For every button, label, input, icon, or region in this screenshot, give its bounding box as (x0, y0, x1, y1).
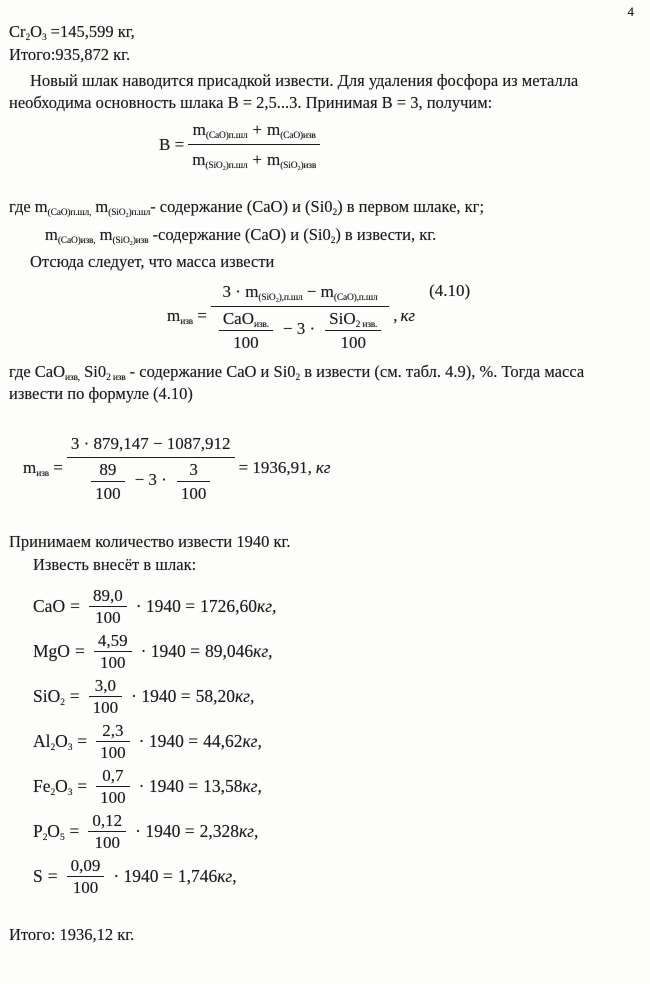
chem-text: m (95, 225, 113, 244)
lime-mass-formula (167, 279, 630, 353)
addition-equation-al2o3 (33, 719, 630, 764)
percent-fraction (89, 676, 123, 717)
hundred-denominator: 100 (72, 878, 99, 897)
chem-text: где CaO (9, 362, 66, 381)
chem-subscript: 2 (50, 788, 56, 798)
chem-text: MgO (33, 641, 70, 661)
chem-text: ) в извести, кг. (335, 225, 437, 244)
chem-text: O (30, 22, 42, 41)
chem-text: - содержание (CaO) и (Si0 (150, 197, 333, 216)
where-clause-1 (9, 193, 630, 221)
plus-sign: + (252, 120, 262, 139)
hundred-denominator: 100 (100, 743, 126, 762)
mass-subscript: (SiO₂)п.шл (205, 161, 248, 171)
result-value: 89,046 (205, 641, 254, 661)
chem-text: O (55, 776, 68, 796)
hundred-denominator: 100 (95, 608, 121, 627)
cao-percent-fraction (219, 308, 273, 353)
species-label (33, 821, 65, 842)
chem-subscript: 2 (25, 33, 31, 43)
sio2-subscript: 2 изв. (355, 320, 378, 330)
chem-text: в извести (см. табл. 4.9), %. Тогда масса (300, 362, 585, 381)
chem-text: где m (9, 197, 48, 216)
chem-subscript: изв, (65, 373, 80, 383)
mass-symbol: m (192, 120, 206, 139)
equals-sign: = (69, 821, 80, 841)
fraction-numerator: 3 (177, 459, 211, 482)
hundred-denominator: 100 (92, 698, 119, 717)
where-clause-2 (45, 221, 630, 249)
chem-subscript: 3 (67, 743, 73, 753)
fraction-numerator: 89 (91, 459, 125, 482)
addition-equation-mgo (33, 629, 630, 674)
kg-unit: кг (315, 457, 331, 477)
calc-denominator (67, 458, 235, 504)
chem-subscript: 2 (332, 208, 338, 218)
sio2-percent-numerator (325, 308, 381, 331)
chem-subscript: 2 (295, 373, 301, 383)
kg-unit: кг (400, 306, 416, 325)
lime-mass-lhs (167, 306, 207, 326)
where-clause-3-line1 (9, 362, 584, 381)
multiplier-term: · 1940 = (135, 821, 195, 841)
multiplier-term: · 1940 = (138, 731, 199, 751)
basicity-numerator (188, 116, 320, 145)
equals-sign: = (70, 596, 80, 616)
chem-text: S (33, 866, 43, 886)
basicity-formula (159, 116, 630, 173)
result-value: 58,20 (195, 686, 235, 706)
lime-additions-list (33, 584, 630, 899)
sio2-symbol: SiO (329, 309, 356, 328)
calc-den-fraction-1 (91, 459, 125, 504)
percent-fraction (89, 586, 127, 627)
calc-lhs (23, 458, 63, 478)
result-value: 1726,60 (200, 596, 258, 616)
chem-text: Si0 (79, 362, 107, 381)
numerator-term: 3 · m (222, 282, 259, 301)
percent-fraction (96, 766, 130, 807)
result-value: 44,62 (203, 731, 243, 751)
percent-value: 89,0 (89, 586, 127, 607)
kg-unit: кг, (238, 821, 259, 841)
percent-fraction (88, 811, 126, 852)
lime-mass-numerator (211, 279, 389, 307)
species-label (33, 686, 65, 707)
calc-den-fraction-2 (177, 459, 211, 504)
chem-text: - содержание CaO и Si0 (125, 362, 296, 381)
chem-text: -содержание (CaO) и (Si0 (148, 225, 331, 244)
equals-sign: = (77, 731, 88, 751)
species-label (33, 731, 72, 752)
multiplier-term: · 1940 = (131, 686, 191, 706)
percent-value: 3,0 (89, 676, 123, 697)
chem-subscript: 2 (60, 698, 65, 708)
percent-value: 0,12 (88, 811, 126, 832)
chem-text: Fe (33, 776, 51, 796)
kg-unit: кг, (235, 686, 255, 706)
hundred-denominator: 100 (340, 333, 366, 352)
chem-text: ) в первом шлаке, кг; (337, 197, 485, 216)
percent-value: 0,7 (96, 766, 130, 787)
kg-unit: кг, (257, 596, 277, 616)
accept-quantity-paragraph: Принимаем количество извести 1940 кг. (9, 532, 291, 551)
mass-subscript: изв (180, 317, 193, 327)
mass-symbol: m (266, 150, 281, 169)
mass-intro-paragraph: Отсюда следует, что масса извести (30, 252, 275, 271)
addition-equation-sio2 (33, 674, 630, 719)
chem-subscript: (CaO)п.шл, (47, 208, 92, 218)
percent-fraction (94, 631, 132, 672)
sio2-percent-fraction (325, 308, 381, 353)
hundred-denominator: 100 (99, 653, 126, 672)
equation-number: (4.10) (429, 281, 471, 300)
hundred-denominator: 100 (180, 484, 207, 503)
mass-subscript: изв (36, 468, 49, 479)
chem-text: CaO (33, 596, 66, 616)
hundred-denominator: 100 (94, 833, 120, 852)
multiplier-term: · 1940 = (138, 776, 199, 796)
chem-text: O (47, 821, 60, 841)
multiplier-term: · 1940 = (140, 641, 201, 661)
percent-fraction (67, 856, 105, 897)
result-value: 1,746 (177, 866, 218, 886)
mass-subscript: (CаO)изв (280, 131, 316, 141)
mass-symbol: m (192, 150, 206, 169)
basicity-lhs (159, 135, 184, 155)
chem-text: Cr (9, 22, 26, 41)
mass-symbol: m (167, 306, 181, 325)
chem-subscript: 2 (330, 236, 336, 246)
mass-subscript: (CаO),п.шл (333, 293, 378, 303)
percent-value: 4,59 (94, 631, 132, 652)
equals-sign: = (53, 457, 63, 477)
multiplier-term: · 1940 = (113, 866, 173, 886)
hundred-denominator: 100 (100, 788, 126, 807)
hundred-denominator: 100 (233, 333, 259, 352)
cr2o3-total-line (9, 20, 630, 43)
equals-sign: = (197, 306, 207, 325)
chem-text: m (45, 225, 58, 244)
lime-mass-calculation (23, 431, 630, 504)
cao-percent-numerator (219, 308, 273, 331)
basicity-fraction (188, 116, 320, 173)
multiplier-term: · 1940 = (135, 596, 196, 616)
equals-sign: = (69, 686, 80, 706)
first-slag-total-line: Итого:935,872 кг. (9, 45, 131, 64)
chem-text: SiO (33, 686, 61, 706)
basicity-denominator (188, 145, 320, 173)
chem-subscript: (CaO)изв, (57, 236, 96, 246)
calc-numerator: 3 · 879,147 − 1087,912 (67, 431, 235, 458)
addition-equation-cao (33, 584, 630, 629)
mass-subscript: (SiO₂)изв (280, 161, 317, 171)
equals-sign: = (77, 776, 88, 796)
calc-fraction (67, 431, 235, 504)
denominator-operator: − 3 · (282, 319, 316, 339)
where-clause-3 (9, 361, 630, 405)
page-number: 4 (627, 4, 634, 19)
chem-subscript: 2 (50, 743, 56, 753)
mass-subscript: (CаO)п.шл (205, 131, 248, 141)
kg-unit: кг, (242, 731, 262, 751)
intro-paragraph: Новый шлак наводится присадкой извести. Для удаления фосфора из металла необходима основность шлака В = 2,5...3. Принимая В = 3, получим: (9, 71, 579, 112)
lime-contribution-heading: Известь внесёт в шлак: (33, 555, 197, 574)
cr2o3-value: =145,599 кг, (46, 22, 135, 41)
equals-sign: = (74, 641, 85, 661)
addition-equation-fe2o3 (33, 764, 630, 809)
chem-subscript: 3 (41, 33, 47, 43)
species-label (33, 776, 72, 797)
chem-subscript: (SiO₂)п.шл (108, 208, 151, 218)
percent-fraction (96, 721, 130, 762)
result-value: 2,328 (199, 821, 239, 841)
kg-unit: кг, (217, 866, 237, 886)
cao-symbol: CaO (222, 309, 254, 328)
denominator-operator: − 3 · (134, 470, 167, 490)
lime-mass-fraction (211, 279, 389, 353)
chem-subscript: (SiO₂)изв (112, 236, 149, 246)
equals-sign: = (47, 866, 58, 886)
chem-subscript: 3 (67, 788, 73, 798)
cao-subscript: изв. (253, 320, 269, 330)
basicity-symbol: B (159, 134, 171, 154)
chem-text: O (55, 731, 68, 751)
mass-subscript: (SiO₂),п.шл (258, 293, 303, 303)
chem-text: m (91, 197, 109, 216)
addition-equation-s (33, 854, 630, 899)
calc-result: = 1936,91, (238, 457, 312, 477)
lime-mass-denominator (211, 307, 389, 353)
chem-subscript: 5 (59, 833, 65, 843)
plus-sign: + (252, 150, 262, 169)
final-total-line: Итого: 1936,12 кг. (9, 925, 135, 944)
numerator-term: − m (302, 282, 334, 301)
chem-subscript: 2 изв (106, 373, 126, 383)
chem-subscript: 2 (42, 833, 48, 843)
equals-sign: = (174, 134, 185, 154)
percent-value: 2,3 (96, 721, 130, 742)
where-clause-3-line2: извести по формуле (4.10) (9, 384, 193, 403)
mass-symbol: m (266, 120, 281, 139)
unit-comma: , (393, 306, 398, 325)
addition-equation-p2o5 (33, 809, 630, 854)
cr2o3-species (9, 22, 47, 41)
kg-unit: кг, (242, 776, 262, 796)
chem-text: Al (33, 731, 51, 751)
species-label (33, 641, 70, 662)
species-label (33, 866, 43, 887)
chem-text: P (33, 821, 43, 841)
kg-unit: кг, (253, 641, 273, 661)
mass-symbol: m (23, 457, 37, 477)
species-label (33, 596, 65, 617)
percent-value: 0,09 (67, 856, 105, 877)
hundred-denominator: 100 (95, 484, 121, 503)
result-value: 13,58 (203, 776, 243, 796)
